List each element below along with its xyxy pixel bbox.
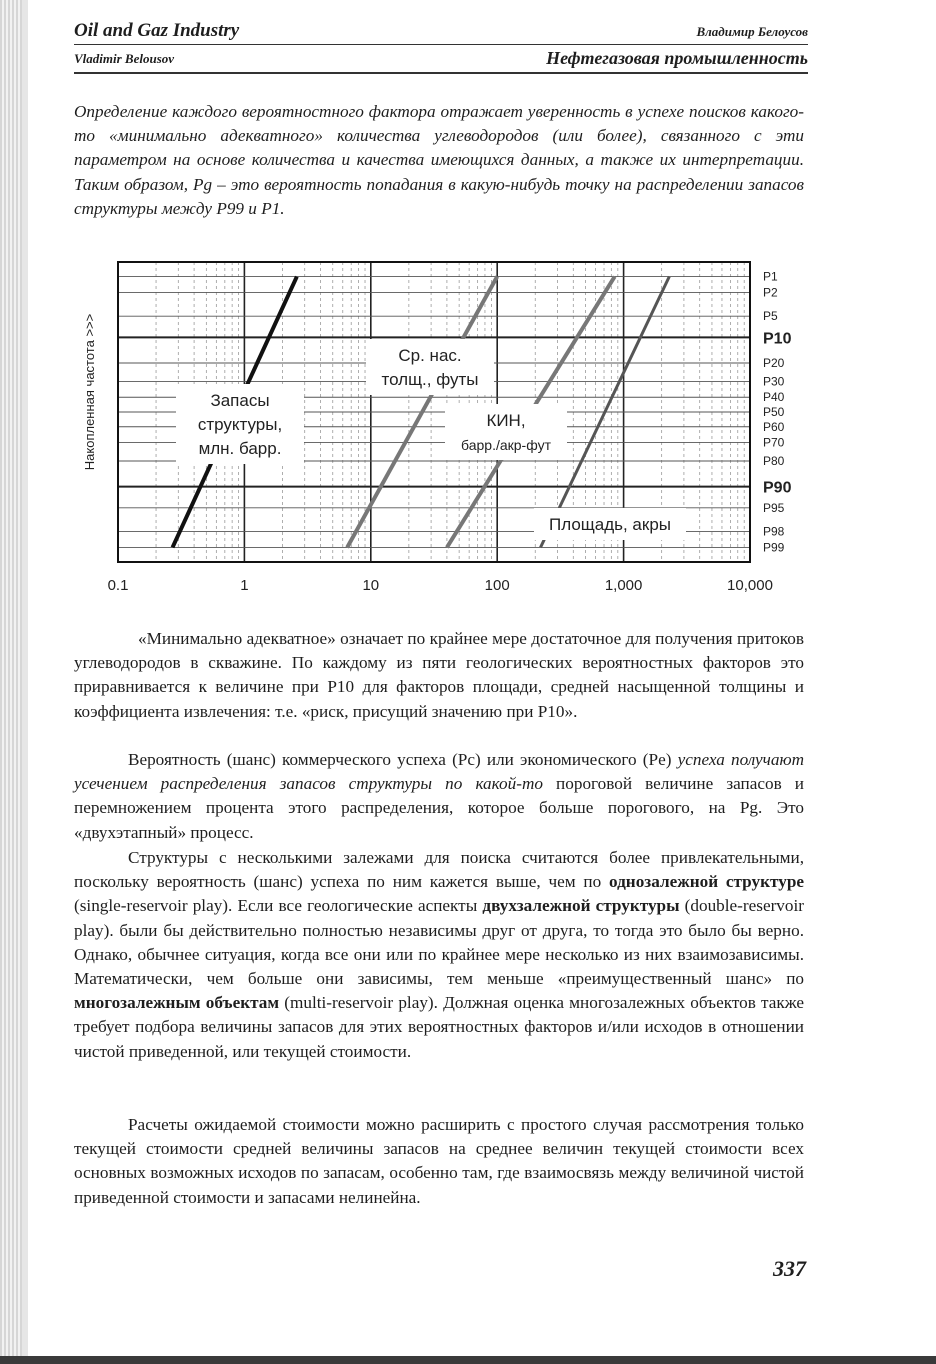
- p-label-p60: P60: [763, 419, 785, 434]
- paragraph-4-part-c: (single-reservoir play). Если все геологические аспекты: [74, 896, 483, 916]
- scan-bottom-edge: [0, 1356, 936, 1364]
- p-label-p5: P5: [763, 309, 778, 324]
- page-number: 337: [773, 1256, 806, 1281]
- p-label-p70: P70: [763, 435, 785, 450]
- p-label-p40: P40: [763, 390, 785, 405]
- series-label-1-line-1: Запасы: [210, 391, 270, 410]
- paragraph-3-part-c: пороговой величине запасов и перемножением процента этого распределения, которое больше порогового, на Pg. Это «двухэтапный» процесс.: [74, 774, 804, 842]
- paragraph-3-part-a: Вероятность (шанс) коммерческого успеха (Pc) или экономического (Pe): [128, 750, 678, 769]
- paragraph-4: [74, 846, 804, 1064]
- term-double-reservoir: двухзалежной структуры: [482, 896, 680, 916]
- series-label-4-line-1: Площадь, акры: [548, 515, 672, 534]
- scan-edge: [0, 0, 22, 1364]
- x-tick-label: 1: [240, 577, 249, 594]
- p-label-p50: P50: [763, 405, 785, 419]
- p-label-p30: P30: [763, 374, 785, 389]
- p-label-p10: P10: [763, 330, 792, 348]
- header-bottom-rule: [74, 72, 808, 74]
- probability-chart: [74, 252, 794, 602]
- term-multi-reservoir: многозалежным объектам: [74, 993, 280, 1013]
- series-label-3-line-2: барр./акр-фут: [461, 437, 551, 453]
- paragraph-1-text: Определение каждого вероятностного фактора отражает уверенность в успехе поисков какого-то «минимально адекватного» количества углеводородов (или более), связанного с эти параметром на основе количества и качества имеющихся данных, а также их интерпретации. Таким образом, Pg – это вероятность попадания в какую-нибудь точку на распределении запасов структуры между P99 и P1.: [74, 102, 804, 218]
- series-label-1-line-3: млн. барр.: [198, 439, 282, 458]
- paragraph-3: [74, 748, 804, 845]
- p-label-p1: P1: [763, 269, 778, 284]
- series-label-1-line-2: структуры,: [197, 415, 283, 434]
- x-tick-label: 10,000: [727, 577, 773, 594]
- paragraph-3-part-b: успеха получают усечением распределения запасов структуры по какой-то: [74, 750, 804, 794]
- header-journal-title-ru: Нефтегазовая промышленность: [546, 48, 808, 68]
- series-label-2-line-2: толщ., футы: [381, 370, 479, 389]
- header-author-en: Vladimir Belousov: [74, 51, 175, 66]
- series-label-3-line-1: КИН,: [486, 411, 526, 430]
- paragraph-4-part-e: (double-reservoir play). были бы действительно полностью независимы друг от друга, то тогда это было бы верно. Однако, обычнее ситуация, когда все они или по крайнее мере несколько из них взаимозависимы. Математически, чем больше они зависимы, тем меньше «преимущественный шанс» по: [74, 896, 804, 989]
- header-divider: [74, 44, 808, 45]
- term-single-reservoir: однозалежной структуре: [609, 872, 805, 892]
- series-label-2-line-1: Ср. нас.: [398, 346, 462, 365]
- p-label-p20: P20: [763, 355, 785, 370]
- x-tick-label: 1,000: [604, 577, 643, 594]
- x-tick-label: 10: [362, 577, 380, 594]
- p-label-p90: P90: [763, 479, 792, 497]
- header-author-ru: Владимир Белоусов: [696, 24, 808, 39]
- p-label-p95: P95: [763, 500, 785, 515]
- y-axis-label: Накопленная частота >>>: [82, 313, 97, 471]
- paragraph-1: [74, 100, 804, 221]
- x-tick-label: 100: [484, 577, 510, 594]
- p-label-p80: P80: [763, 454, 785, 469]
- p-label-p99: P99: [763, 540, 785, 555]
- p-label-p2: P2: [763, 285, 778, 300]
- scan-edge-inner: [22, 0, 28, 1364]
- p-label-p98: P98: [763, 524, 785, 539]
- x-tick-label: 0.1: [107, 577, 129, 594]
- paragraph-5: Расчеты ожидаемой стоимости можно расширить с простого случая рассмотрения только текущей стоимости средней величины запасов на среднее величин текущей стоимости всех основных возможных исходов по запасам, особенно там, где взаимосвязь между величиной чистой приведенной стоимости и запасами нелинейна.: [74, 1115, 804, 1207]
- paragraph-4-part-g: (multi-reservoir play). Должная оценка многозалежных объектов также требует подбора величины запасов для этих вероятностных факторов и/или исходов в отношении чистой приведенной, или текущей стоимости.: [74, 993, 805, 1061]
- header-journal-title: Oil and Gaz Industry: [74, 20, 240, 41]
- paragraph-2: «Минимально адекватное» означает по крайнее мере достаточное для получения притоков углеводородов в скважине. По каждому из пяти геологических вероятностных факторов это приравнивается к величине при P10 для факторов площади, средней насыщенной толщины и коэффициента извлечения: т.е. «риск, присущий значению при P10».: [74, 629, 804, 721]
- paragraph-4-part-a: Структуры с несколькими залежами для поиска считаются более привлекательными, поскольку вероятность (шанс) успеха по ним кажется выше, чем по: [74, 848, 804, 892]
